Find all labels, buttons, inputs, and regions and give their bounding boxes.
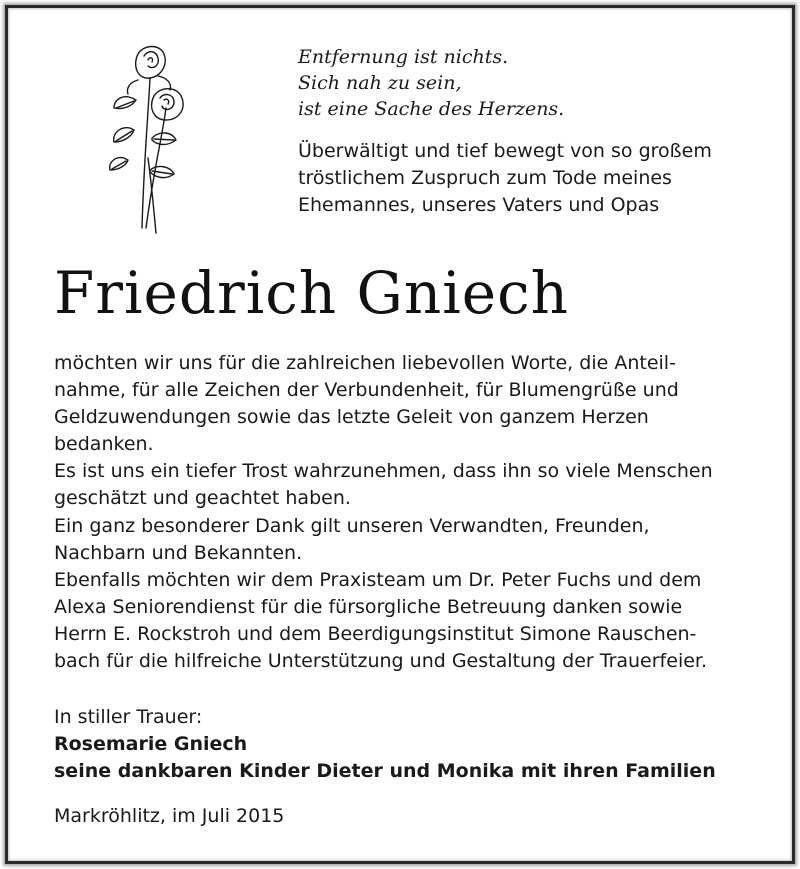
body-line: bach für die hilfreiche Unterstützung und Gestaltung der Trauerfeier. bbox=[54, 650, 708, 673]
intro-line: Ehemannes, unseres Vaters und Opas bbox=[298, 194, 660, 216]
signoff-intro: In stiller Trauer: bbox=[54, 706, 203, 728]
body-line: Ebenfalls möchten wir dem Praxisteam um Dr. Peter Fuchs und dem bbox=[54, 568, 702, 591]
rose-icon bbox=[92, 38, 202, 238]
motto-line: Entfernung ist nichts. bbox=[298, 46, 509, 68]
motto-line: ist eine Sache des Herzens. bbox=[298, 98, 565, 120]
thanks-body bbox=[54, 350, 713, 675]
mourner-spouse: Rosemarie Gniech bbox=[54, 733, 248, 755]
body-line: nahme, für alle Zeichen der Verbundenheit, für Blumengrüße und bbox=[54, 379, 679, 402]
motto-line: Sich nah zu sein, bbox=[298, 72, 462, 94]
body-line: Geldzuwendungen sowie das letzte Geleit von ganzem Herzen bbox=[54, 406, 649, 429]
body-line: bedanken. bbox=[54, 433, 154, 456]
intro-line: Überwältigt und tief bewegt von so großem bbox=[298, 140, 712, 162]
intro-text bbox=[298, 138, 712, 219]
deceased-name: Friedrich Gniech bbox=[54, 259, 569, 327]
body-line: Nachbarn und Bekannten. bbox=[54, 541, 303, 564]
intro-line: tröstlichem Zuspruch zum Tode meines bbox=[298, 167, 672, 189]
mourner-children: seine dankbaren Kinder Dieter und Monika mit ihren Familien bbox=[54, 760, 716, 782]
body-line: Herrn E. Rockstroh und dem Beerdigungsinstitut Simone Rauschen- bbox=[54, 622, 697, 645]
body-line: Ein ganz besonderer Dank gilt unseren Verwandten, Freunden, bbox=[54, 514, 650, 537]
motto-verse bbox=[298, 44, 564, 122]
body-line: Alexa Seniorendienst für die fürsorgliche Betreuung danken sowie bbox=[54, 595, 683, 618]
body-line: Es ist uns ein tiefer Trost wahrzunehmen, dass ihn so viele Menschen bbox=[54, 460, 713, 483]
body-line: geschätzt und geachtet haben. bbox=[54, 487, 351, 510]
place-date: Markröhlitz, im Juli 2015 bbox=[54, 805, 285, 827]
body-line: möchten wir uns für die zahlreichen liebevollen Worte, die Anteil- bbox=[54, 352, 676, 374]
signoff bbox=[54, 704, 716, 785]
